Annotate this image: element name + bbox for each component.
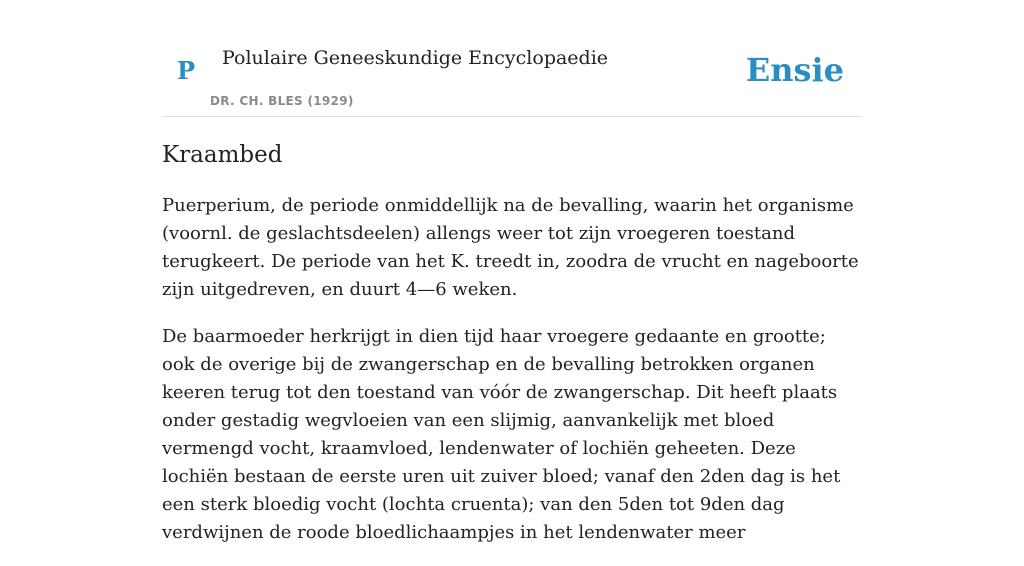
article-body: [162, 192, 862, 566]
source-title-link[interactable]: Polulaire Geneeskundige Encyclopaedie: [222, 47, 609, 69]
ensie-brand-logo[interactable]: Ensie: [745, 51, 844, 89]
page-header: [162, 0, 862, 117]
source-author: DR. CH. BLES (1929): [210, 94, 354, 108]
article-title: Kraambed: [162, 142, 283, 168]
article-paragraph: De baarmoeder herkrijgt in dien tijd haar vroegere gedaante en grootte; ook de overige bij de zwangerschap en de bevalling betrokken organen keeren terug tot den toestand van vóór de zwangerschap. Dit heeft plaats onder gestadig wegvloeien van een slijmig, aanvankelijk met bloed vermengd vocht, kraamvloed, lendenwater of lochiën geheeten. Deze lochiën bestaan de eerste uren uit zuiver bloed; vanaf den 2den dag is het een sterk bloedig vocht (lochta cruenta); van den 5den tot 9den dag verdwijnen de roode bloedlichaampjes in het lendenwater meer: [162, 326, 841, 543]
source-logo-icon[interactable]: P: [177, 56, 196, 85]
article-paragraph: Puerperium, de periode onmiddellijk na de bevalling, waarin het organisme (voornl. de geslachtsdeelen) allengs weer tot zijn vroegeren toestand terugkeert. De periode van het K. treedt in, zoodra de vrucht en nageboorte zijn uitgedreven, en duurt 4—6 weken.: [162, 195, 859, 300]
